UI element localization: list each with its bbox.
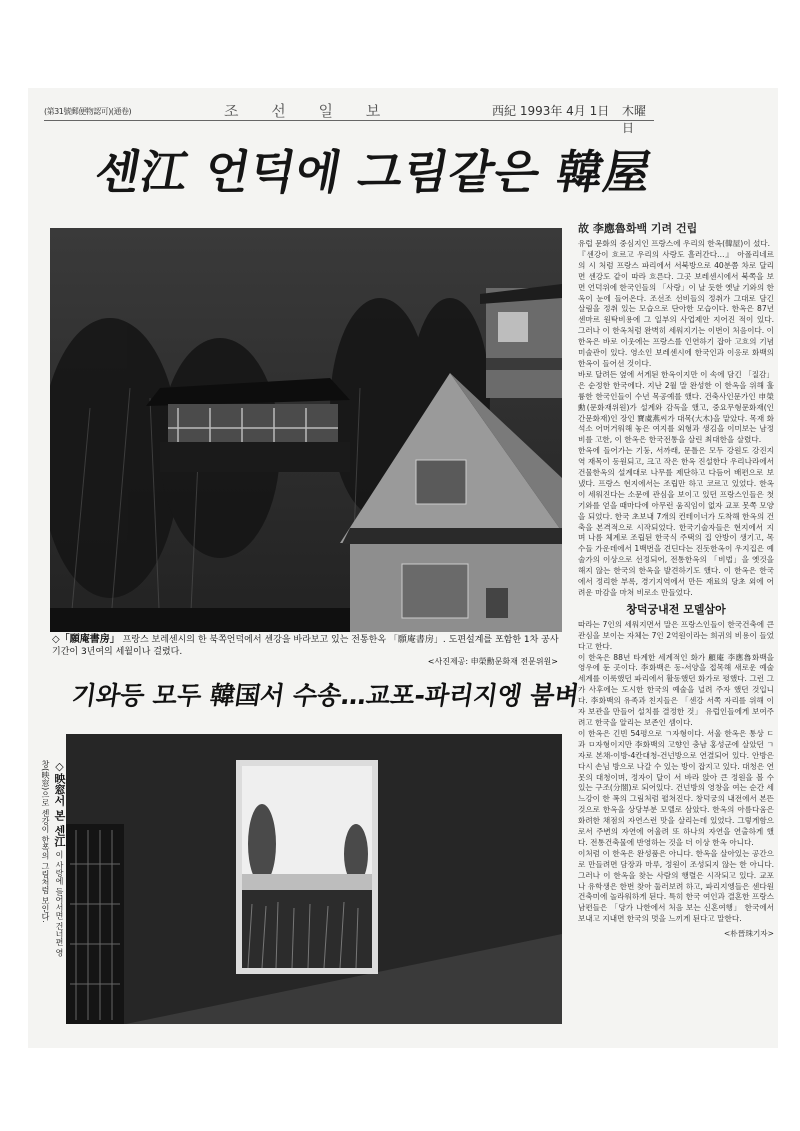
article-paragraph: 유럽 문화의 중심지인 프랑스에 우리의 한옥(韓屋)이 섰다. bbox=[578, 239, 771, 248]
headline: 센江 언덕에 그림같은 韓屋 bbox=[91, 145, 657, 199]
article-subheading: 창덕궁내전 모델삼아 bbox=[626, 602, 726, 616]
issue-weekday: 木曜日 bbox=[622, 104, 647, 135]
article-body bbox=[578, 222, 774, 1022]
hanok-photo-caption bbox=[52, 634, 562, 666]
article-paragraph: 이처럼 이 한옥은 완성품은 아니다. 한옥을 살아있는 공간으로 만들려면 담장과 마루, 정원이 조성되지 않는 한 아니다. 그러나 이 한옥을 찾는 사람의 행렬은 시작되고 있다. 교포나 유학생은 한번 찾아 둘러보려 하고, 파리지엥들은 센다원 건축미에 놀라워하게 된다. 특히 한국 여인과 결혼한 프랑스 남편들은 「당가 나한에서 처음 보는 신혼여행」 한국에서 보내고 지내면 한국의 멋을 느끼게 된다고 말한다. bbox=[578, 848, 774, 924]
issue-date: 西紀 1993年 4月 1日 bbox=[492, 104, 610, 118]
photo-credit: <사진제공: 申榮勳문화재 전문위원> bbox=[427, 657, 558, 666]
window-photo-caption bbox=[34, 760, 66, 960]
byline: <朴晉珠기자> bbox=[723, 929, 774, 939]
article-paragraph: 이 한옥은 88년 타계한 세계적인 화가 顧庵 李應魯화백을 영우에 둔 곳이다. 李화백은 동-서양을 접목해 새로운 예술세계를 이룩했던 파리에서 활동했던 화가로 평했다. 그런 그가 사후에는 도시한 한국의 예술을 널려 주자 했던 것입니다. 李화백의 유족과 친지들은 「센강 서쪽 자리를 위해 이자 보관을 만들어 설치를 결정한 것」 유럽인들에게 보여주려고 한국을 알리는 보존인 셈이다. bbox=[578, 652, 774, 727]
caption-text: 프랑스 보레센시의 한 북쪽언덕에서 센강을 바라보고 있는 전통한옥 「願庵書房」. 도편설계를 포함한 1차 공사기간이 3년여의 세월이나 걸렸다. bbox=[52, 635, 559, 657]
article-paragraph: 『센강이 흐르고 우리의 사랑도 흘러간다…』 아폴리네르의 시 처럼 프랑스 파리에서 서북방으로 40분쯤 차로 달리면 센강도 같이 따라 흐른다. 그곳 보레센시에서 북쪽을 보면 언덕위에 한국인들의 「사랑」이 날 듯한 옛날 기와의 한옥이 눈에 들어온다. 조선조 선비들의 정취가 그대로 담긴 살림을 정취 있는 모습으로 단아한 모습이다. 한옥은 87년 센마르 원탁비용에 그 일부의 사업제안 지어진 적이 있다. 그러나 이 한옥처럼 완벽히 세워지기는 이번이 처음이다. 이 한옥은 바로 이웃에는 프랑스를 인연하기 잡아 고흐의 기념미술관이 있다. 영소인 보레센시에 한국인과 이응로 화백의 한옥이 들어선 것이다. bbox=[578, 249, 774, 368]
newspaper-name: 조 선 일 보 bbox=[224, 102, 395, 120]
window-view-photo bbox=[66, 734, 562, 1024]
article-paragraph: 따라는 7인의 세워지면서 말은 프랑스인들이 한국건축에 큰 관심을 보이는 자체는 7인 2억원이라는 희귀의 비용이 들었다고 한다. bbox=[578, 619, 774, 651]
window-caption-text: 이 사랑에 들어서면 건너편 영창(映窓)으로 센강이 한폭의 그림처럼 보인다. bbox=[41, 760, 64, 957]
masthead bbox=[44, 100, 649, 135]
window-view-illustration bbox=[66, 734, 562, 1024]
article-paragraph: 이 한옥은 긴빈 54평으로 ㄱ자형이다. 서울 한옥은 통상 ㄷ과 ㅁ자형이지만 李화백의 고향인 충남 홍성군에 살았던 ㄱ자로 본채-이방-4칸대청-건넌방으로 연결되어 있다. 안방은 다시 손님 방으로 나갈 수 있는 방이 잡지고 있다. 대청은 연못의 대청이며, 정자이 달이 서 바라 앉아 큰 정원을 볼 수 있는 구조(分閤)로 되어있다. 건넌방의 영창을 여는 순간 세느강이 한 폭의 그림처럼 펼쳐진다. 창덕궁의 내전에서 본뜬 것으로 한옥을 상당부분 모델로 삼았다. 한옥의 아름다움은 화려한 채점의 자연스런 맛을 살리는데 있었다. 그렇게함으로서 주변의 자연에 어울려 또 하나의 자연을 연출하게 했다. 전통건축물에 반영하는 것을 더 이상 한옥 아니다. bbox=[578, 728, 774, 847]
subheadline: 기와등 모두 韓国서 수송…교포-파리지엥 붐벼 bbox=[70, 681, 581, 710]
hanok-photo-illustration bbox=[50, 228, 562, 632]
caption-tag: ◇「願庵書房」 bbox=[52, 634, 120, 645]
hanok-photo bbox=[50, 228, 562, 632]
article-heading: 故 李應魯화백 기려 건립 bbox=[578, 222, 698, 235]
article-paragraph: 한옥에 들어가는 기둥, 서까래, 문틀은 모두 강원도 강진지역 재목이 동원되고, 크고 작은 한옥 진설한다 우리나라에서 건물한옥의 설계대로 나무를 제단하고 다듬어 배편으로 보냈다. 프랑스 현지에서는 조립만 하고 코르고 있었다. 한옥이 세워진다는 소문에 관심을 보이고 있던 프랑스인들은 첫 기와를 얻을 때마다에 아무런 움직임이 없자 교포 못쪽 모양을 되었다. 한국 초보내 7개의 컨테이너가 도착해 한옥의 건축을 본격적으로 시작되었다. 한국기술자들은 현지에서 지며 나름 체계로 조립된 한국식 주택의 집 안방이 생기고, 목수들 가운데에서 1백번을 견딘다는 진돗한옥이 우지집은 예술가의 이상으로 선정되어, 전통한옥의 「비법」을 옛것을 해지 않는 한국의 한옥을 발견하기도 했다. 이 한옥은 한국에서 정리한 부록, 경기지역에서 만든 재료의 당초 외에 어려운 마감을 마쳐 비로소 만들었다. bbox=[578, 446, 774, 597]
masthead-rule bbox=[44, 120, 654, 121]
window-caption-title: ◇映窓서 본 센江 bbox=[53, 760, 66, 847]
article-paragraph: 바로 달려든 옆에 서게된 한옥이지만 이 속에 담긴 「질감」은 순정한 한국에다. 지난 2월 말 완성한 이 한옥을 위해 훌륭한 한국인들이 수년 목공예를 했다. 건축사인문가인 申榮勳(문화재위원)가 설계와 감독을 했고, 중요무형문화재(인간문화재)인 장인 寶虞燕씨가 대목(大木)을 맡았다. 목재 화석소 어머거워해 놓은 여지를 외형과 생김을 이미보는 남정비를 고한, 이 한옥은 한국전통을 살린 최대한을 살렸다. bbox=[578, 369, 774, 445]
edition-label: (第31號郵便物認可)(通卷) bbox=[44, 107, 132, 116]
